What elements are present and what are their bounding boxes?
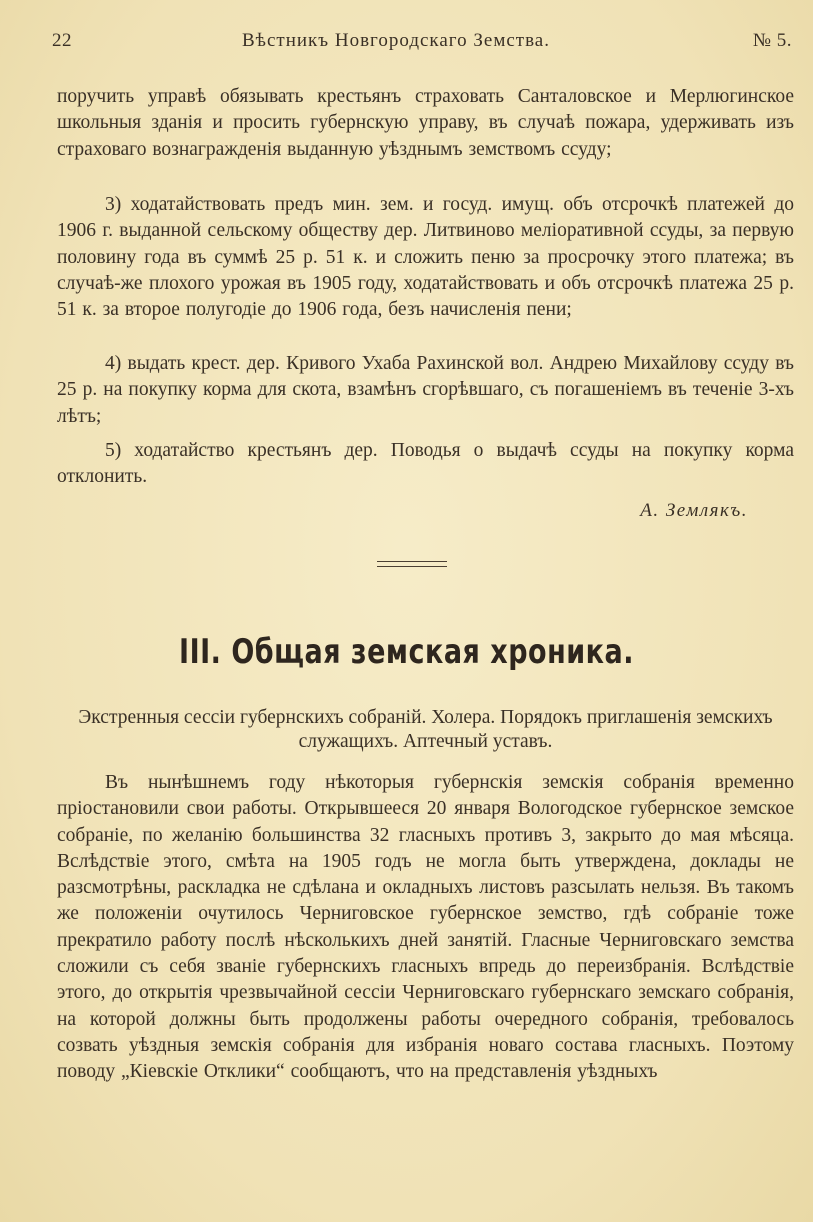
author-signature: А. Землякъ. (640, 500, 748, 521)
section-divider (377, 561, 447, 567)
paragraph-item-3: 3) ходатайствовать предъ мин. зем. и госуд. имущ. объ отсрочкѣ платежей до 1906 г. выданной сельскому обществу дер. Литвиново меліоративной ссуды, за первую половину года въ суммѣ 25 р. 51 к. и сложить пеню за просрочку этого платежа; въ случаѣ-же плохого урожая въ 1905 году, ходатайствовать и объ отсрочкѣ платежа 25 р. 51 к. за второе полугодіе до 1906 года, безъ начисленія пени; (57, 194, 794, 321)
running-title: Вѣстникъ Новгородскаго Земства. (242, 30, 550, 51)
page-header (52, 30, 792, 58)
section-title: III. Общая земская хроника. (179, 633, 634, 672)
issue-number: № 5. (752, 30, 792, 51)
paragraph-item-5: 5) ходатайство крестьянъ дер. Поводья о выдачѣ ссуды на покупку корма отклонить. (57, 440, 794, 488)
page-number: 22 (52, 30, 72, 51)
section-summary: Экстренныя сессіи губернскихъ собраній. Холера. Порядокъ приглашенія земскихъ служащихъ. Аптечный уставъ. (78, 707, 773, 752)
paragraph-item-4: 4) выдать крест. дер. Кривого Ухаба Рахинской вол. Андрею Михайлову ссуду въ 25 р. на покупку корма для скота, взамѣнъ сгорѣвшаго, съ погашеніемъ въ теченіе 3-хъ лѣтъ; (57, 353, 794, 427)
paragraph-continued: поручить управѣ обязывать крестьянъ страховать Санталовское и Мерлюгинское школьныя зданія и просить губернскую управу, въ случаѣ пожара, удерживать изъ страховаго вознагражденія выданную уѣзднымъ земствомъ ссуду; (57, 86, 794, 160)
section-body: Въ нынѣшнемъ году нѣкоторыя губернскія земскія собранія временно пріостановили свои работы. Открывшееся 20 января Вологодское губернское земское собраніе, по желанію большинства 32 гласныхъ противъ 3, закрыто до мая мѣсяца. Вслѣдствіе этого, смѣта на 1905 годъ не могла быть утверждена, доклады не разсмотрѣны, раскладка не сдѣлана и окладныхъ листовъ разсылать нельзя. Въ такомъ же положеніи очутилось Черниговское губернское земство, гдѣ собраніе тоже прекратило работу послѣ нѣсколькихъ дней занятій. Гласные Черниговскаго земства сложили съ себя званіе губернскихъ гласныхъ впредь до переизбранія. Вслѣдствіе этого, до открытія чрезвычайной сессіи Черниговскаго губернскаго земскаго собранія, на которой должны быть продолжены работы очередного собранія, требовалось созвать уѣздныя земскія собранія для избранія новаго состава гласныхъ. Поэтому поводу „Кіевскіе Отклики“ сообщаютъ, что на представленія уѣздныхъ (57, 772, 794, 1083)
